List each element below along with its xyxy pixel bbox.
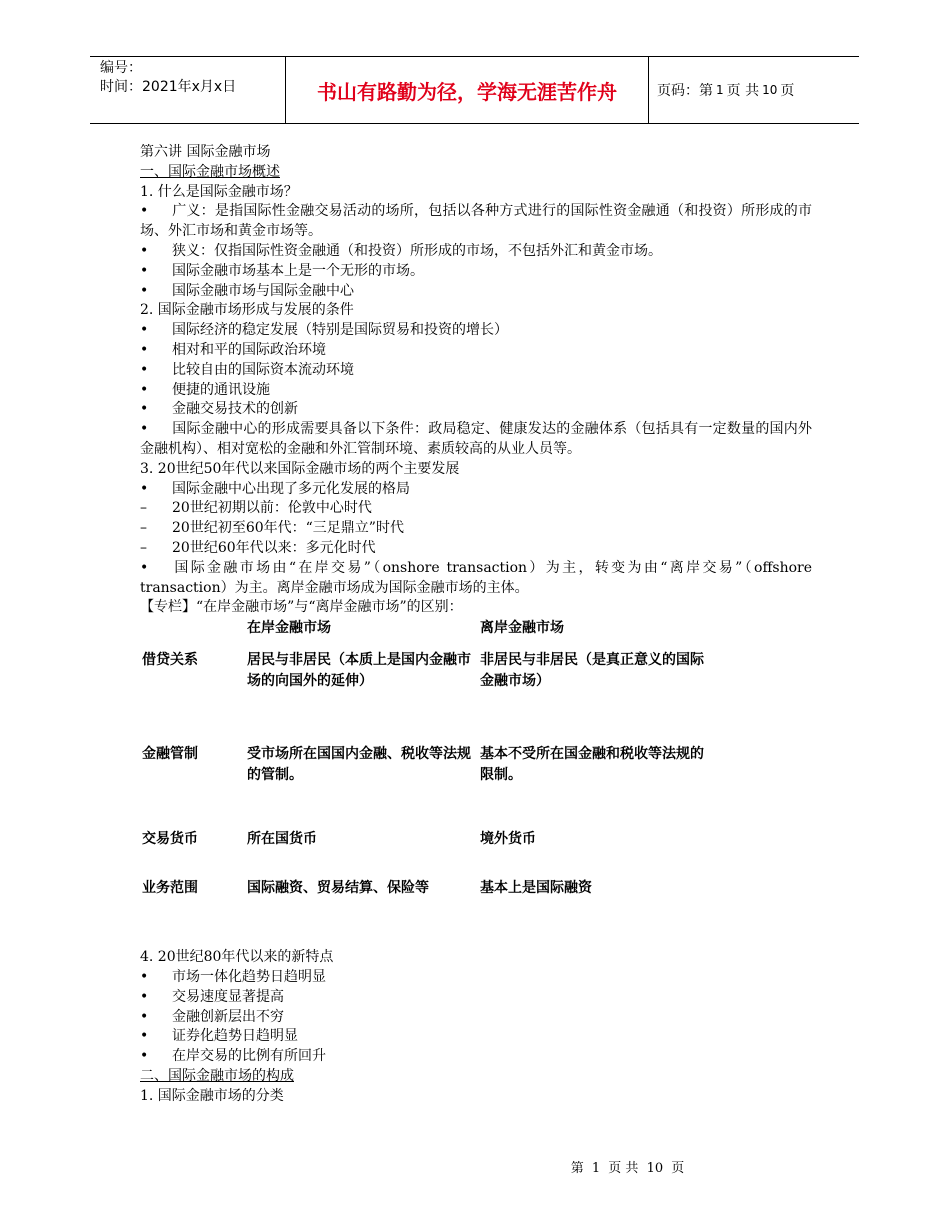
page-number: 1 xyxy=(716,83,724,97)
page-label: 页码：第 xyxy=(657,83,713,99)
bullet-mark: • xyxy=(140,421,149,438)
bullet-text: 便捷的通讯设施 xyxy=(172,381,270,398)
bullet-mark: • xyxy=(140,968,149,985)
footer-total: 10 xyxy=(646,1161,664,1176)
list-item xyxy=(140,321,812,341)
motto-text: 书山有路勤为径，学海无涯苦作舟 xyxy=(317,79,617,104)
q4-bullet-list xyxy=(140,968,812,1067)
document-body xyxy=(140,143,812,1107)
list-item xyxy=(140,242,812,262)
list-item xyxy=(140,988,812,1008)
bullet-mark: • xyxy=(140,988,149,1005)
bullet-text: 国际金融市场由“在岸交易”（onshore transaction）为主，转变为由“离岸交易”（offshore transaction）为主。离岸金融市场成为国际金融市场的主体。 xyxy=(140,559,812,596)
bullet-mark: • xyxy=(140,1048,149,1065)
bullet-text: 国际金融中心的形成需要具备以下条件：政局稳定、健康发达的金融体系（包括具有一定数量的国内外金融机构）、相对宽松的金融和外汇管制环境、素质较高的从业人员等。 xyxy=(140,421,812,457)
list-item xyxy=(140,1047,812,1067)
bullet-text: 比较自由的国际资本流动环境 xyxy=(172,361,354,378)
bullet-text: 20世纪60年代以来：多元化时代 xyxy=(172,539,376,556)
q2-bullet-list xyxy=(140,321,812,460)
footer-suffix: 页 xyxy=(671,1161,685,1176)
cell-regulation-offshore: 基本不受所在国金融和税收等法规的限制。 xyxy=(480,746,704,784)
cell-lending-onshore: 居民与非居民（本质上是国内金融市场的向国外的延伸） xyxy=(247,652,471,690)
bullet-text: 在岸交易的比例有所回升 xyxy=(172,1048,326,1065)
list-item xyxy=(140,262,812,282)
page-end-label: 页 xyxy=(780,83,795,99)
q1-bullet-list xyxy=(140,202,812,301)
bullet-text: 市场一体化趋势日趋明显 xyxy=(172,968,326,985)
list-item xyxy=(140,539,812,559)
dash-mark: – xyxy=(140,520,147,537)
section-2-question-1-heading: 1. 国际金融市场的分类 xyxy=(140,1087,284,1104)
q3-bullet-list xyxy=(140,480,812,599)
bullet-mark: • xyxy=(140,242,149,259)
bullet-text: 交易速度显著提高 xyxy=(172,988,284,1005)
bullet-mark: • xyxy=(140,1008,149,1025)
list-item xyxy=(140,968,812,988)
bullet-text: 广义：是指国际性金融交易活动的场所，包括以各种方式进行的国际性资金融通（和投资）所形成的市场、外汇市场和黄金市场等。 xyxy=(140,203,812,240)
cell-lending-offshore: 非居民与非居民（是真正意义的国际金融市场） xyxy=(480,652,704,690)
section-1-title: 一、国际金融市场概述 xyxy=(140,163,280,180)
bullet-mark: • xyxy=(140,381,149,398)
footer-page-number: 1 xyxy=(591,1161,601,1176)
bullet-text: 金融交易技术的创新 xyxy=(172,401,298,418)
bullet-text: 证券化趋势日趋明显 xyxy=(172,1028,298,1045)
section-2-title: 二、国际金融市场的构成 xyxy=(140,1067,294,1084)
table-header-onshore: 在岸金融市场 xyxy=(247,620,331,637)
bullet-mark: • xyxy=(140,203,149,220)
dash-mark: – xyxy=(140,500,147,517)
footer-mid: 页 共 xyxy=(608,1161,639,1176)
column-note: 【专栏】“在岸金融市场”与“离岸金融市场”的区别： xyxy=(140,599,463,616)
page-info-cell xyxy=(649,57,859,123)
list-item xyxy=(140,202,812,242)
question-1-heading: 1. 什么是国际金融市场？ xyxy=(140,183,298,200)
list-item xyxy=(140,282,812,302)
cell-regulation-onshore: 受市场所在国国内金融、税收等法规的管制。 xyxy=(247,746,471,784)
bullet-mark: • xyxy=(140,361,149,378)
bullet-text: 国际经济的稳定发展（特别是国际贸易和投资的增长） xyxy=(172,322,508,339)
bullet-text: 金融创新层出不穷 xyxy=(172,1008,284,1025)
bullet-mark: • xyxy=(140,1028,149,1045)
bullet-text: 相对和平的国际政治环境 xyxy=(172,341,326,358)
list-item xyxy=(140,559,812,599)
list-item xyxy=(140,499,812,519)
list-item xyxy=(140,420,812,460)
comparison-table xyxy=(140,618,812,948)
page-mid-label: 页 共 xyxy=(726,83,760,99)
bullet-mark: • xyxy=(140,262,149,279)
question-4-heading: 4. 20世纪80年代以来的新特点 xyxy=(140,949,334,966)
bullet-text: 20世纪初至60年代：“三足鼎立”时代 xyxy=(172,520,404,537)
date-label: 时间：2021年x月x日 xyxy=(100,79,237,95)
row-label-currency: 交易货币 xyxy=(142,831,198,848)
bullet-mark: • xyxy=(140,322,149,339)
cell-scope-offshore: 基本上是国际融资 xyxy=(480,880,592,897)
number-label: 编号： xyxy=(100,60,142,76)
list-item xyxy=(140,361,812,381)
lecture-title: 第六讲 国际金融市场 xyxy=(140,144,271,160)
dash-mark: – xyxy=(140,539,147,556)
motto-cell xyxy=(286,57,649,123)
bullet-mark: • xyxy=(140,282,149,299)
header-left-cell xyxy=(90,57,286,123)
list-item xyxy=(140,341,812,361)
footer-prefix: 第 xyxy=(570,1161,584,1176)
bullet-text: 狭义：仅指国际性资金融通（和投资）所形成的市场，不包括外汇和黄金市场。 xyxy=(172,242,662,259)
list-item xyxy=(140,1008,812,1028)
list-item xyxy=(140,480,812,500)
list-item xyxy=(140,400,812,420)
bullet-mark: • xyxy=(140,341,149,358)
bullet-text: 国际金融市场基本上是一个无形的市场。 xyxy=(172,262,424,279)
table-header-offshore: 离岸金融市场 xyxy=(480,620,564,637)
bullet-text: 国际金融中心出现了多元化发展的格局 xyxy=(172,480,410,497)
question-2-heading: 2. 国际金融市场形成与发展的条件 xyxy=(140,302,354,319)
bullet-mark: • xyxy=(140,401,149,418)
bullet-mark: • xyxy=(140,480,149,497)
cell-currency-offshore: 境外货币 xyxy=(480,831,536,848)
list-item xyxy=(140,519,812,539)
bullet-text: 20世纪初期以前：伦敦中心时代 xyxy=(172,500,372,517)
document-header xyxy=(90,56,859,124)
row-label-regulation: 金融管制 xyxy=(142,746,198,763)
question-3-heading: 3. 20世纪50年代以来国际金融市场的两个主要发展 xyxy=(140,460,460,477)
bullet-text: 国际金融市场与国际金融中心 xyxy=(172,282,354,299)
cell-scope-onshore: 国际融资、贸易结算、保险等 xyxy=(247,880,429,897)
page-total: 10 xyxy=(762,83,778,97)
bullet-mark: • xyxy=(140,559,149,576)
page-footer xyxy=(0,1157,950,1176)
cell-currency-onshore: 所在国货币 xyxy=(247,831,317,848)
list-item xyxy=(140,381,812,401)
list-item xyxy=(140,1027,812,1047)
row-label-scope: 业务范围 xyxy=(142,880,198,897)
row-label-lending: 借贷关系 xyxy=(142,652,198,669)
